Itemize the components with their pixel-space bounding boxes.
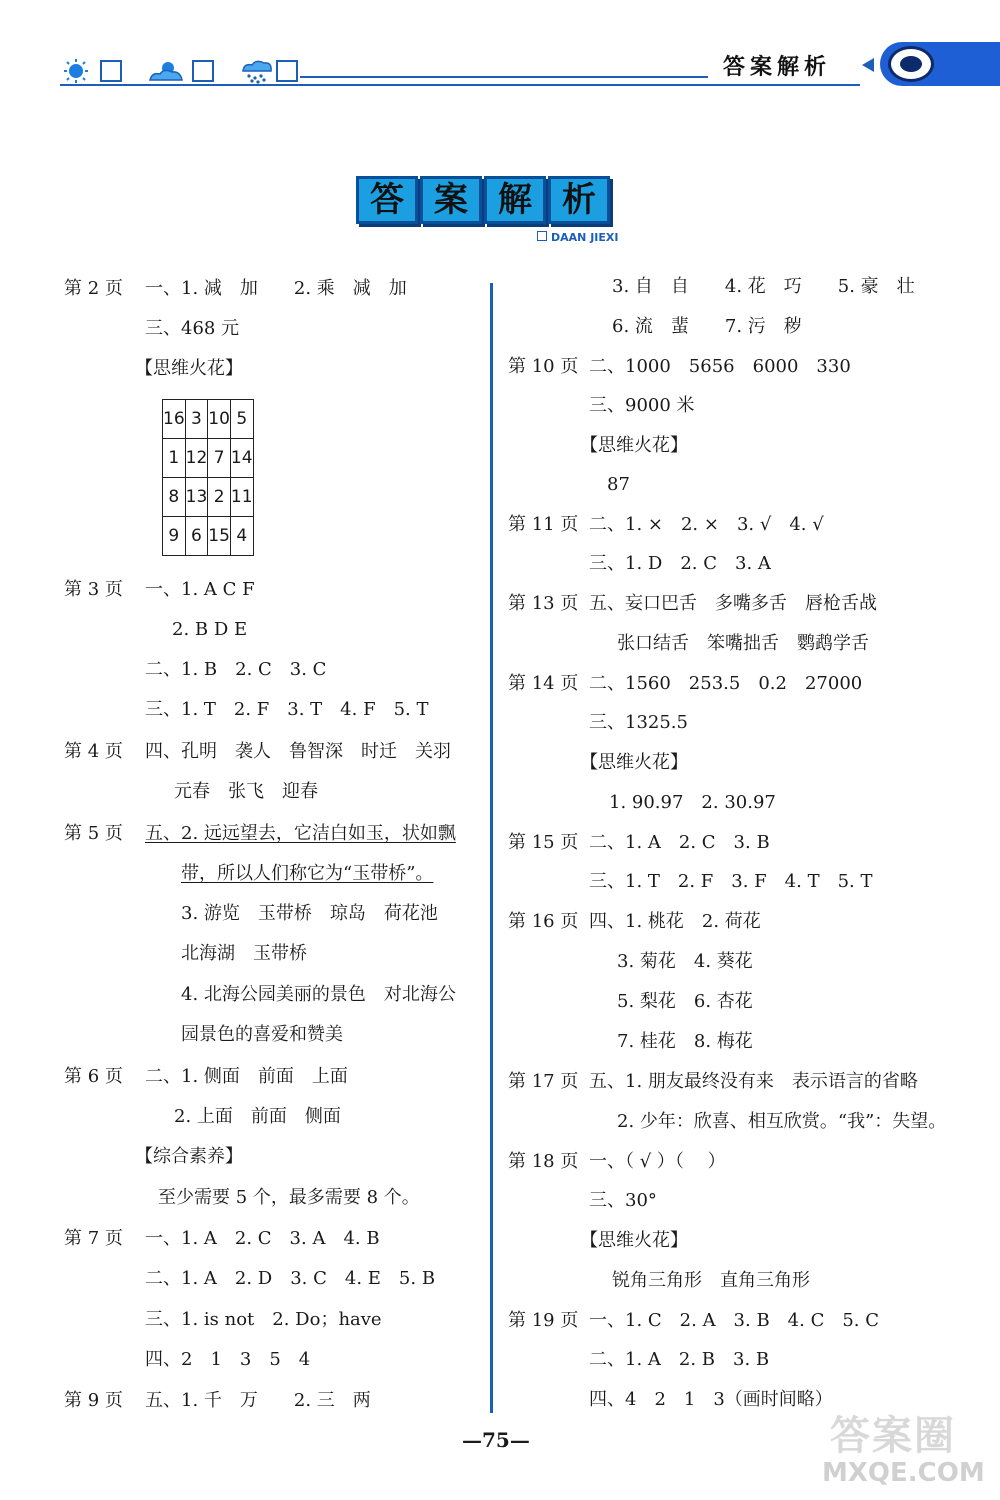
page-ref: 第 18 页 <box>508 1151 579 1172</box>
title-char: 析 <box>548 176 610 224</box>
answer-line: 1. 90.97 2. 30.97 <box>609 792 776 813</box>
answer-line: 五、妄口巴舌 多嘴多舌 唇枪舌战 <box>589 593 877 614</box>
answer-line: 四、2 1 3 5 4 <box>145 1349 311 1370</box>
answer-line: 元春 张飞 迎春 <box>174 781 318 802</box>
page-ref: 第 3 页 <box>64 579 123 600</box>
table-cell: 14 <box>230 439 253 478</box>
checkbox-cloud <box>192 60 214 82</box>
answer-line: 二、1. × 2. × 3. √ 4. √ <box>589 514 824 535</box>
answer-line: 三、1. is not 2. Do；have <box>145 1309 382 1330</box>
answer-line: 2. 上面 前面 侧面 <box>174 1106 341 1127</box>
answer-line: 三、30° <box>589 1190 657 1211</box>
answer-line: 四、1. 桃花 2. 荷花 <box>589 911 761 932</box>
table-cell: 11 <box>230 478 253 517</box>
page-ref: 第 5 页 <box>64 823 123 844</box>
page-ref: 第 9 页 <box>64 1390 123 1411</box>
answer-line: 三、1. D 2. C 3. A <box>589 553 771 574</box>
table-cell: 9 <box>163 517 186 556</box>
answer-line: 4. 北海公园美丽的景色 对北海公 <box>181 984 456 1005</box>
play-icon <box>537 231 547 241</box>
answer-line: 2. B D E <box>172 619 248 640</box>
answer-line: 三、1. T 2. F 3. F 4. T 5. T <box>589 871 873 892</box>
logo-icon <box>888 46 934 82</box>
answer-line: 二、1560 253.5 0.2 27000 <box>589 673 863 694</box>
cloud-icon <box>146 58 186 84</box>
page-header <box>0 0 1000 110</box>
page-ref: 第 2 页 <box>64 278 123 299</box>
answer-line: 一、1. A C F <box>145 579 255 600</box>
table-cell: 5 <box>230 400 253 439</box>
answer-line: 6. 流 蜚 7. 污 秽 <box>612 316 802 337</box>
answer-line: 一、（ √ ）（ ） <box>589 1151 726 1172</box>
table-row <box>163 400 254 439</box>
section-heading: 【思维火花】 <box>580 752 688 773</box>
section-heading: 【思维火花】 <box>580 1230 688 1251</box>
section-heading: 【思维火花】 <box>580 435 688 456</box>
table-cell: 6 <box>185 517 208 556</box>
table-row <box>163 517 254 556</box>
title-char: 解 <box>484 176 546 224</box>
column-divider <box>490 283 493 1413</box>
page-ref: 第 11 页 <box>508 514 579 535</box>
title-subtitle: DAAN JIEXI <box>537 231 618 244</box>
table-cell: 13 <box>185 478 208 517</box>
rain-icon <box>240 58 274 84</box>
table-cell: 15 <box>208 517 231 556</box>
answer-line: 二、1000 5656 6000 330 <box>589 356 851 377</box>
table-cell: 1 <box>163 439 186 478</box>
answer-line: 三、9000 米 <box>589 395 695 416</box>
answer-line: 2. 少年：欣喜、相互欣赏。“我”：失望。 <box>617 1111 947 1132</box>
checkbox-sun <box>100 60 122 82</box>
page-ref: 第 13 页 <box>508 593 579 614</box>
answer-line: 二、1. 侧面 前面 上面 <box>145 1066 348 1087</box>
page-ref: 第 7 页 <box>64 1228 123 1249</box>
watermark-url: MXQE.COM <box>822 1458 985 1488</box>
answer-line: 一、1. 减 加 2. 乘 减 加 <box>145 278 407 299</box>
table-cell: 10 <box>208 400 231 439</box>
answer-line: 五、1. 朋友最终没有来 表示语言的省略 <box>589 1071 918 1092</box>
header-rule-lower <box>60 84 860 86</box>
table-row <box>163 439 254 478</box>
answer-line: 二、1. B 2. C 3. C <box>145 659 327 680</box>
table-cell: 8 <box>163 478 186 517</box>
answer-line: 二、1. A 2. D 3. C 4. E 5. B <box>145 1268 436 1289</box>
page-number: —75— <box>462 1428 530 1452</box>
answer-line: 三、468 元 <box>145 318 240 339</box>
magic-square <box>162 399 254 556</box>
answer-line: 5. 梨花 6. 杏花 <box>617 991 753 1012</box>
answer-line: 三、1325.5 <box>589 712 688 733</box>
title-char: 答 <box>356 176 418 224</box>
table-row <box>163 478 254 517</box>
header-rule <box>300 76 708 78</box>
table-cell: 7 <box>208 439 231 478</box>
answer-line: 锐角三角形 直角三角形 <box>612 1270 810 1291</box>
table-cell: 12 <box>185 439 208 478</box>
answer-line: 3. 自 自 4. 花 巧 5. 豪 壮 <box>612 276 915 297</box>
answer-line: 至少需要 5 个，最多需要 8 个。 <box>158 1187 420 1208</box>
table-cell: 2 <box>208 478 231 517</box>
page-ref: 第 4 页 <box>64 741 123 762</box>
answer-line: 一、1. A 2. C 3. A 4. B <box>145 1228 380 1249</box>
answer-line: 北海湖 玉带桥 <box>181 943 307 964</box>
table-cell: 4 <box>230 517 253 556</box>
answer-line: 3. 菊花 4. 葵花 <box>617 951 753 972</box>
answer-line: 7. 桂花 8. 梅花 <box>617 1031 753 1052</box>
header-title: 答案解析 <box>723 55 832 80</box>
answer-line: 3. 游览 玉带桥 琼岛 荷花池 <box>181 903 438 924</box>
section-heading: 【综合素养】 <box>135 1146 243 1167</box>
answer-line: 园景色的喜爱和赞美 <box>181 1024 343 1045</box>
answer-line: 二、1. A 2. C 3. B <box>589 832 770 853</box>
answer-line: 四、4 2 1 3（画时间略） <box>589 1389 833 1410</box>
page-ref: 第 16 页 <box>508 911 579 932</box>
checkbox-rain <box>276 60 298 82</box>
answer-line: 五、2. 远远望去，它洁白如玉，状如飘 <box>145 823 456 844</box>
table-cell: 3 <box>185 400 208 439</box>
answer-line: 一、1. C 2. A 3. B 4. C 5. C <box>589 1310 880 1331</box>
table-cell: 16 <box>163 400 186 439</box>
section-heading: 【思维火花】 <box>135 358 243 379</box>
answer-line: 张口结舌 笨嘴拙舌 鹦鹉学舌 <box>617 633 869 654</box>
answer-line: 二、1. A 2. B 3. B <box>589 1349 770 1370</box>
sun-icon <box>60 58 96 84</box>
answer-line: 87 <box>607 474 630 495</box>
page-ref: 第 14 页 <box>508 673 579 694</box>
page-ref: 第 19 页 <box>508 1310 579 1331</box>
page-ref: 第 17 页 <box>508 1071 579 1092</box>
page-ref: 第 15 页 <box>508 832 579 853</box>
title-char: 案 <box>420 176 482 224</box>
watermark: 答案圈 <box>830 1413 956 1459</box>
answer-line: 带，所以人们称它为“玉带桥”。 <box>181 863 434 884</box>
page-ref: 第 10 页 <box>508 356 579 377</box>
answer-line: 四、孔明 袭人 鲁智深 时迁 关羽 <box>145 741 451 762</box>
answer-line: 三、1. T 2. F 3. T 4. F 5. T <box>145 699 429 720</box>
page-ref: 第 6 页 <box>64 1066 123 1087</box>
arrow-left-icon <box>862 58 874 72</box>
answer-line: 五、1. 千 万 2. 三 两 <box>145 1390 371 1411</box>
